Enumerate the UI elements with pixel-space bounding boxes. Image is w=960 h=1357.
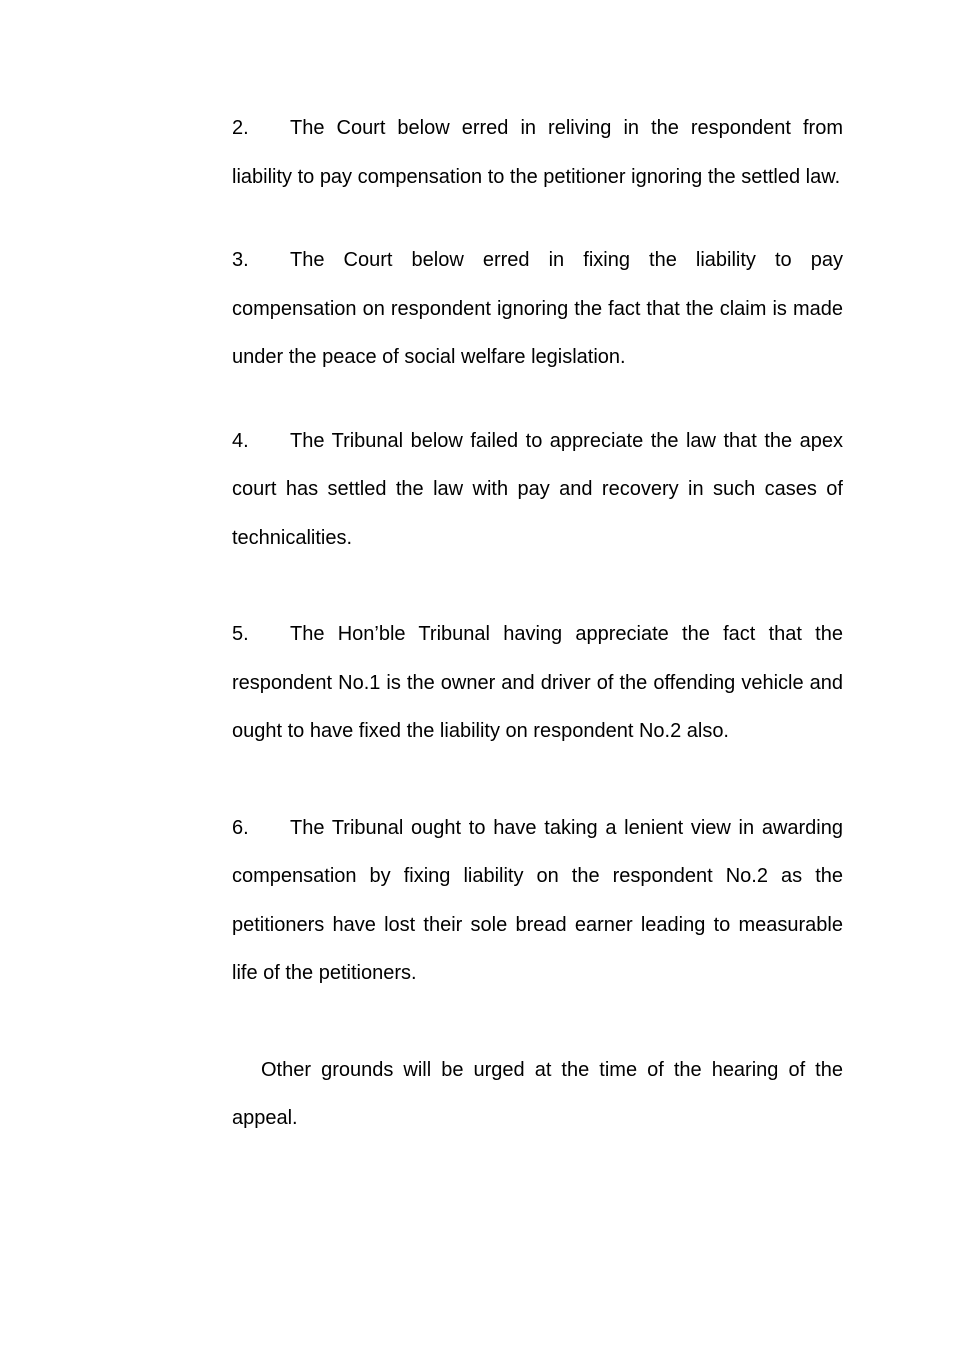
paragraph-text: The Court below erred in fixing the liability to pay compensation on respondent ignoring the fact that the claim is made under the peace of social welfare legislation. [232,249,843,368]
paragraph-number: 4. [232,429,249,452]
paragraph-text: The Tribunal below failed to appreciate the law that the apex court has settled the law with pay and recovery in such cases of technicalities. [232,429,843,549]
paragraph-text: The Court below erred in reliving in the respondent from liability to pay compensation to the petitioner ignoring the settled law. [232,117,843,188]
paragraph-text: The Hon’ble Tribunal having appreciate the fact that the respondent No.1 is the owner and driver of the offending vehicle and ought to have fixed the liability on respondent No.2 also. [232,623,843,742]
paragraph-number: 2. [232,117,249,139]
ground-paragraph-3 [232,236,843,382]
paragraph-number: 3. [232,249,249,271]
grounds-of-appeal [232,104,843,1143]
ground-paragraph-6 [232,804,843,998]
paragraph-text: The Tribunal ought to have taking a lenient view in awarding compensation by fixing liability on the respondent No.2 as the petitioners have lost their sole bread earner leading to measurable life of the petitioners. [232,816,843,984]
ground-paragraph-5 [232,610,843,756]
closing-paragraph: Other grounds will be urged at the time of the hearing of the appeal. [232,1058,843,1129]
paragraph-number: 5. [232,623,249,645]
ground-paragraph-2 [232,104,843,201]
ground-paragraph-4 [232,417,843,563]
paragraph-number: 6. [232,816,249,839]
